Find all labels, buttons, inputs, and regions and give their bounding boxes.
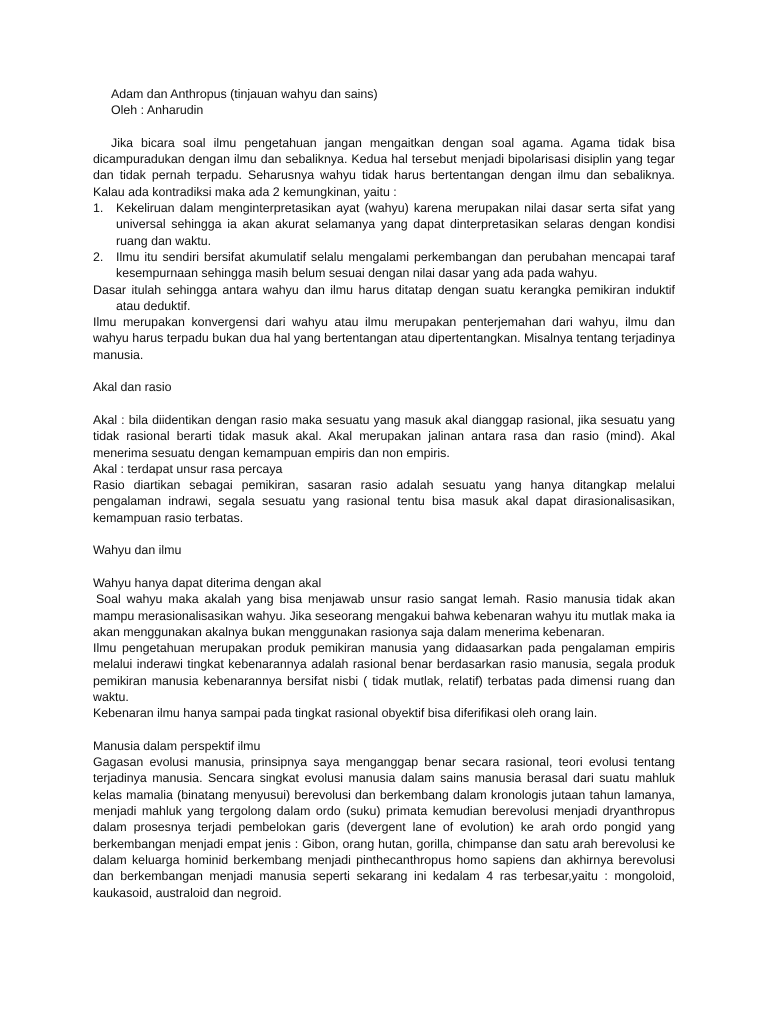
- list-item-text: Kekeliruan dalam menginterpretasikan ayat (wahyu) karena merupakan nilai dasar serta sifat yang universal sehingga ia akan akurat selamanya yang dapat dinterpretasikan selaras dengan kondisi ruang dan waktu.: [116, 201, 675, 248]
- list-item: [93, 200, 675, 249]
- document-page: [93, 86, 675, 901]
- conclusion-paragraph: Dasar itulah sehingga antara wahyu dan ilmu harus ditatap dengan suatu kerangka pemikiran induktif atau deduktif.: [93, 282, 675, 313]
- akal-paragraph-2: Akal : terdapat unsur rasa percaya: [93, 461, 283, 476]
- akal-paragraph-3: Rasio diartikan sebagai pemikiran, sasaran rasio adalah sesuatu yang hanya ditangkap melalui pengalaman indrawi, segala sesuatu yang rasional tentu bisa masuk akal dapat dirasionalisasikan, kemampuan rasio terbatas.: [93, 478, 675, 525]
- numbered-list: [93, 200, 675, 281]
- spacer: [93, 119, 675, 135]
- spacer: [93, 526, 675, 542]
- list-item-number: 2.: [93, 249, 104, 264]
- spacer: [93, 396, 675, 412]
- akal-paragraph-1: Akal : bila diidentikan dengan rasio maka sesuatu yang masuk akal dianggap rasional, jika sesuatu yang tidak rasional berarti tidak masuk akal. Akal merupakan jalinan antara rasa dan rasio (mind). Akal menerima sesuatu dengan kemampuan empiris dan non empiris.: [93, 412, 675, 460]
- wahyu-paragraph-1: Wahyu hanya dapat diterima dengan akal: [93, 575, 322, 590]
- wahyu-paragraph-4: Kebenaran ilmu hanya sampai pada tingkat rasional obyektif bisa diferifikasi oleh orang lain.: [93, 706, 598, 721]
- document-title: Adam dan Anthropus (tinjauan wahyu dan sains): [111, 87, 378, 101]
- list-item-number: 1.: [93, 201, 104, 216]
- intro-paragraph: Jika bicara soal ilmu pengetahuan jangan mengaitkan dengan soal agama. Agama tidak bisa dicampuradukan dengan ilmu dan sebaliknya. Kedua hal tersebut menjadi bipolarisasi disiplin yang tegar dan tidak pernah terpadu. Seharusnya wahyu tidak harus bertentangan dengan ilmu dan sebaliknya. Kalau ada kontradiksi maka ada 2 kemungkinan, yaitu :: [93, 135, 675, 199]
- wahyu-paragraph-3: Ilmu pengetahuan merupakan produk pemikiran manusia yang didaasarkan pada pengalaman empiris melalui inderawi tingkat kebenarannya adalah rasional benar berdasarkan rasio manusia, segala produk pemikiran manusia kebenarannya bersifat nisbi ( tidak mutlak, relatif) terbatas pada dimensi ruang dan waktu.: [93, 641, 675, 704]
- list-item-text: Ilmu itu sendiri bersifat akumulatif selalu mengalami perkembangan dan perubahan mencapai taraf kesempurnaan sehingga masih belum sesuai dengan nilai dasar yang ada pada wahyu.: [116, 249, 675, 281]
- list-item: [93, 249, 675, 282]
- document-author: Oleh : Anharudin: [111, 103, 204, 118]
- convergence-paragraph: Ilmu merupakan konvergensi dari wahyu atau ilmu merupakan penterjemahan dari wahyu, ilmu dan wahyu harus terpadu bukan dua hal yang bertentangan atau dipertentangkan. Misalnya tentang terjadinya manusia.: [93, 315, 675, 362]
- spacer: [93, 363, 675, 379]
- wahyu-paragraph-2: Soal wahyu maka akalah yang bisa menjawab unsur rasio sangat lemah. Rasio manusia tidak akan mampu merasionalisasikan wahyu. Jika seseorang mengakui bahwa kebenaran wahyu itu mutlak maka ia akan menggunakan akalnya bukan menggunakan rasionya saja dalam menerima kebenaran.: [93, 592, 675, 639]
- section-heading-manusia: Manusia dalam perspektif ilmu: [93, 738, 261, 753]
- section-heading-akal: Akal dan rasio: [93, 380, 172, 395]
- manusia-paragraph-1: Gagasan evolusi manusia, prinsipnya saya menganggap benar secara rasional, teori evolusi tentang terjadinya manusia. Sencara singkat evolusi manusia dalam sains manusia berasal dari suatu mahluk kelas mamalia (binatang menyusui) berevolusi dan berkembang dalam kronologis jutaan tahun lamanya, menjadi mahluk yang tergolong dalam ordo (suku) primata kemudian berevolusi menjadi dryanthropus dalam prosesnya terjadi pembelokan garis (devergent lane of evolution) ke arah ordo pongid yang berkembangan menjadi empat jenis : Gibon, orang hutan, gorilla, chimpanse dan satu arah berevolusi ke dalam keluarga hominid berkembang menjadi pinthecanthropus homo sapiens dan akhirnya berevolusi dan berkembangan menjadi manusia seperti sekarang ini kedalam 4 ras terbesar,yaitu : mongoloid, kaukasoid, australoid dan negroid.: [93, 755, 675, 900]
- section-heading-wahyu: Wahyu dan ilmu: [93, 543, 182, 558]
- spacer: [93, 722, 675, 738]
- spacer: [93, 559, 675, 575]
